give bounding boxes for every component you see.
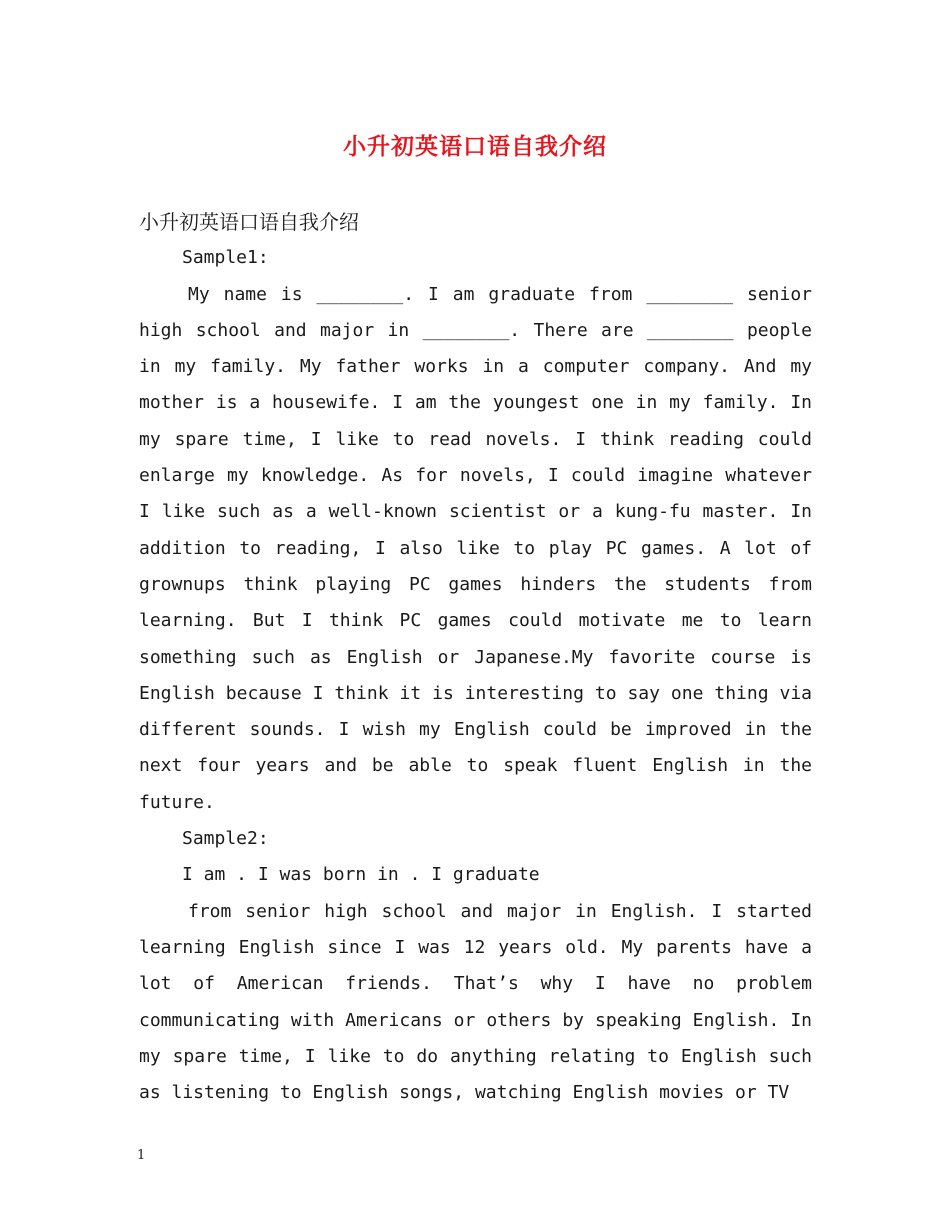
page-number: 1 xyxy=(137,1148,146,1163)
page-title: 小升初英语口语自我介绍 xyxy=(343,133,607,160)
sample2-label: Sample2: xyxy=(182,828,269,850)
section-heading: 小升初英语口语自我介绍 xyxy=(139,210,359,234)
document-body xyxy=(139,204,812,1111)
sample1-paragraph: My name is ________. I am graduate from ________ senior high school and major in ________. There are ________ people in my family. My father works in a computer company. And my mother is a housewife. I am the youngest one in my family. In my spare time, I like to read novels. I think reading could enlarge my knowledge. As for novels, I could imagine whatever I like such as a well-known scientist or a kung-fu master. In addition to reading, I also like to play PC games. A lot of grownups think playing PC games hinders the students from learning. But I think PC games could motivate me to learn something such as English or Japanese.My favorite course is English because I think it is interesting to say one thing via different sounds. I wish my English could be improved in the next four years and be able to speak fluent English in the future. xyxy=(139,283,812,813)
sample2-paragraph: from senior high school and major in English. I started learning English since I was 12 years old. My parents have a lot of American friends. That’s why I have no problem communicating with Americans or others by speaking English. In my spare time, I like to do anything relating to English such as listening to English songs, watching English movies or TV xyxy=(139,900,812,1104)
sample1-label: Sample1: xyxy=(182,247,269,269)
sample2-intro-line: I am . I was born in . I graduate xyxy=(182,864,540,886)
